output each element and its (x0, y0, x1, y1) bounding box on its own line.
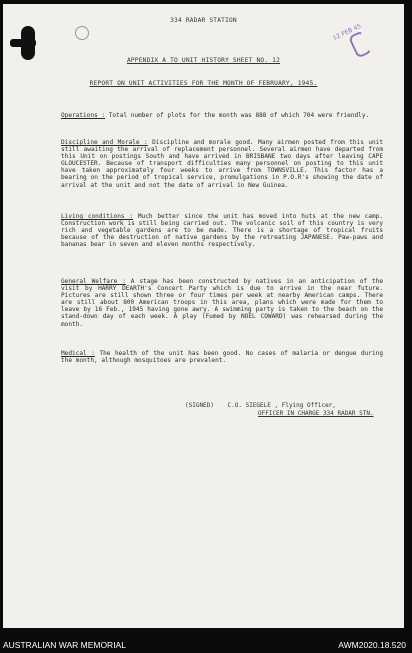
document-page (3, 4, 404, 628)
stamp-text: 12 FEB 45 (331, 22, 363, 42)
section-heading: General Welfare : (61, 278, 126, 285)
footer-accession: AWM2020.18.520 (338, 640, 406, 650)
section-heading: Operations : (61, 112, 106, 119)
section-discipline (61, 139, 383, 189)
section-heading: Living conditions : (61, 213, 134, 220)
section-text: Discipline and morale good. Many airmen posted from this unit still awaiting the arrival of replacement personnel. Several airmen have departed from this Unit on postings South and have arrived in BRISBANE two days after leaving CAPE GLOUCESTER. Because of transport difficulties many personnel on posting to this unit have taken approximately four weeks to arrive from TOWNSVILLE. This factor has a bearing on the period of tropical service, promulgations in P.O.R's showing the date of arrival at the unit and not the date of arrival in New Guinea. (61, 139, 383, 189)
report-title: REPORT ON UNIT ACTIVITIES FOR THE MONTH OF FEBRUARY, 1945. (89, 80, 318, 87)
footer-institution: AUSTRALIAN WAR MEMORIAL (3, 640, 126, 650)
signatory-title: OFFICER IN CHARGE 334 RADAR STN. (258, 410, 374, 417)
station-heading: 334 RADAR STATION (170, 17, 237, 24)
appendix-heading: APPENDIX A TO UNIT HISTORY SHEET NO. 12 (126, 57, 281, 64)
pin-hole-mark (75, 26, 89, 40)
section-welfare (61, 278, 383, 328)
date-stamp (332, 19, 378, 58)
section-text: Total number of plots for the month was 888 of which 704 were friendly. (105, 112, 370, 119)
signatory-name: C.O. SIEGELE , Flying Officer, (227, 402, 336, 409)
stamp-mark (348, 30, 373, 59)
binder-clip (10, 39, 36, 47)
section-heading: Medical : (61, 350, 95, 357)
section-operations (61, 112, 383, 119)
section-text: The health of the unit has been good. No cases of malaria or dengue during the month, although mosquitoes are prevalent. (61, 350, 383, 365)
signed-label: (SIGNED) (185, 402, 214, 409)
section-text: A stage has been constructed by natives in an anticipation of the visit by HARRY DEARTH's Concert Party which is due to arrive in the near future. Pictures are still shown three or four times per week at nearby American camps. There are still about 800 American troops in this area, plans which were made for them to leave by 16 Feb., 1945 having gone awry. A swimming party is taken to the beach on the stand-down day of each week. A play (Fumed by NOEL COWARD) was rehearsed during the month. (61, 278, 383, 328)
section-living (61, 213, 383, 248)
section-text: Much better since the unit has moved into huts at the new camp. Construction work is still being carried out. The volcanic soil of this country is very rich and vegetable gardens are to be made. There is a shortage of tropical fruits because of the destruction of native gardens by the retreating JAPANESE. Paw-paws and bananas bear in seven and eleven months respectively. (61, 213, 383, 249)
signature-block (185, 402, 336, 409)
section-heading: Discipline and Morale : (61, 139, 148, 146)
section-medical (61, 350, 383, 364)
